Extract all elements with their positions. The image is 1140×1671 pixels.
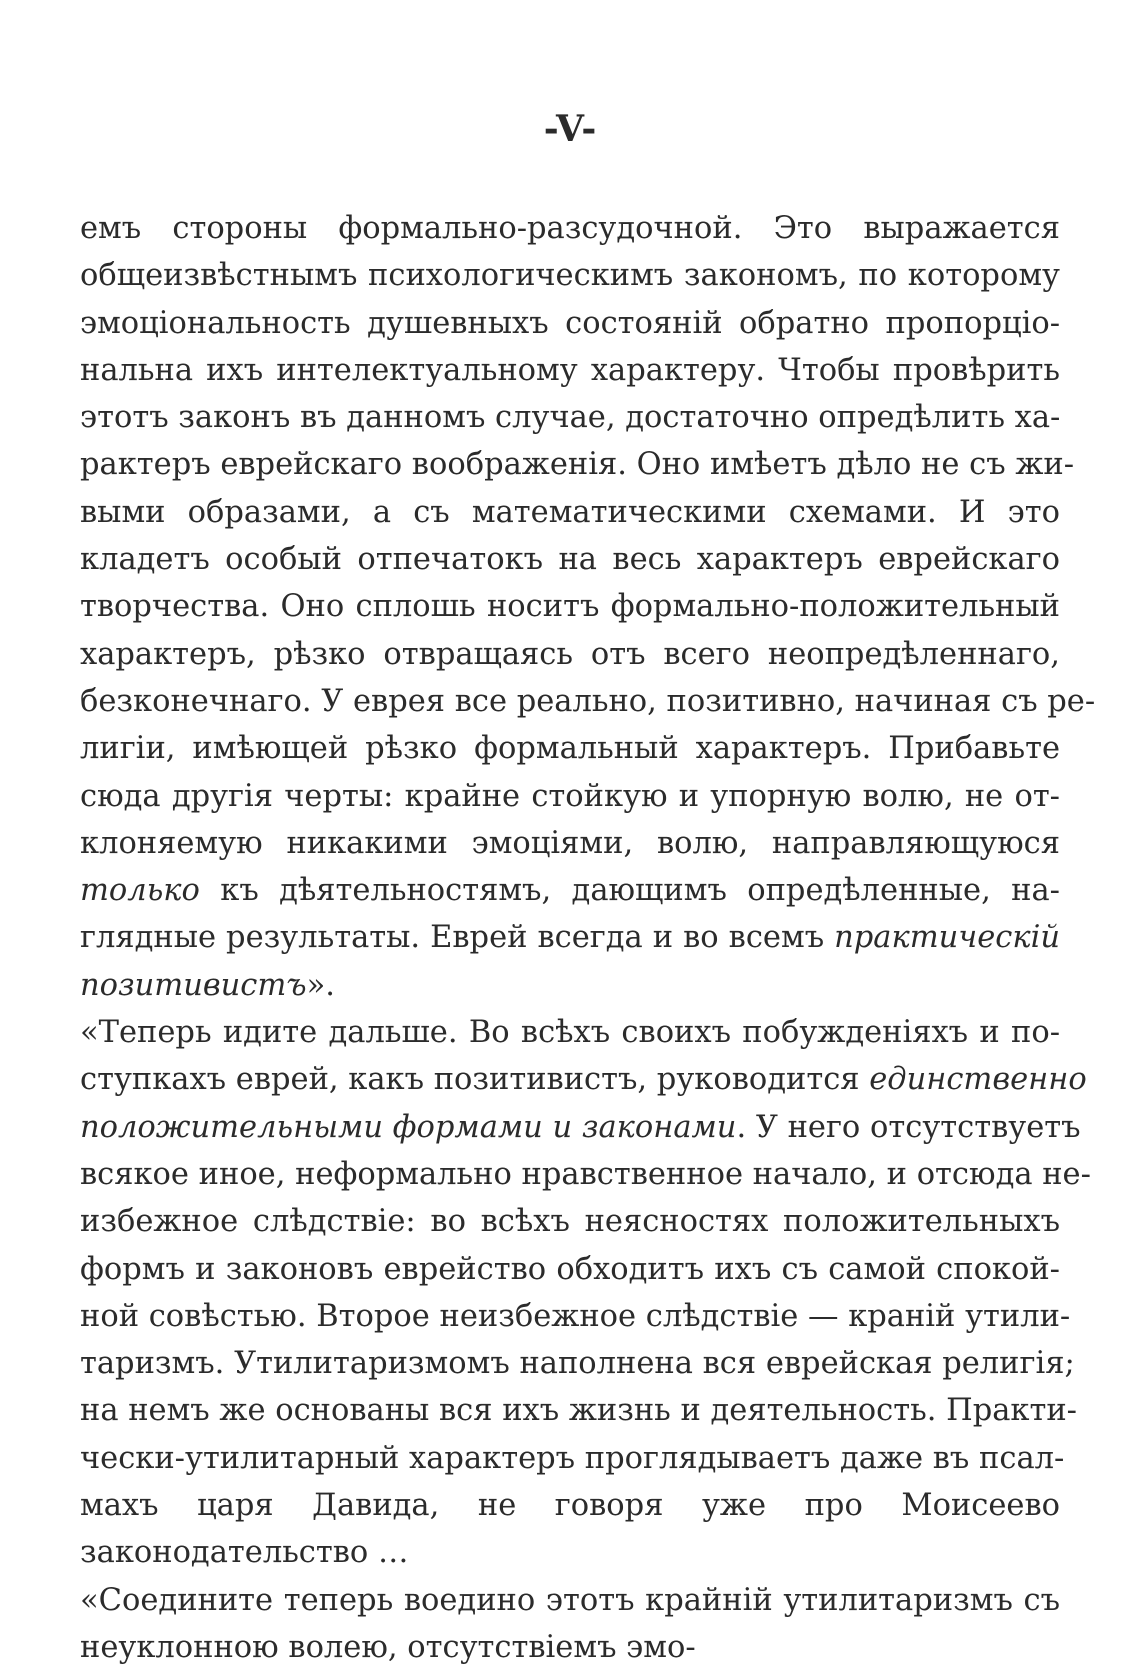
italic-text: позитивистъ [80,967,307,1003]
text-segment: безконечнаго. У еврея все реально, позитивно, начиная съ ре- [80,683,1096,719]
text-line [80,1340,1075,1387]
text-segment: выми образами, а съ математическими схемами. И это [80,494,1060,530]
text-line [80,914,1060,961]
text-segment: клоняемую никакими эмоціями, волю, направляющуюся [80,825,1060,861]
text-line [80,1104,1081,1151]
italic-text: единственно [869,1062,1087,1098]
text-line [80,347,1060,394]
text-segment: этотъ законъ въ данномъ случае, достаточно опредѣлить ха- [80,400,1061,436]
text-segment: формъ и законовъ еврейство обходитъ ихъ съ самой спокой- [80,1251,1060,1287]
text-line [80,489,1060,536]
text-line [80,205,1060,252]
text-line [80,725,1060,772]
text-segment: къ дѣятельностямъ, дающимъ опредѣленные, на- [199,873,1060,909]
text-segment: творчества. Оно сплошь носитъ формально-положительный [80,589,1060,625]
text-line [80,820,1060,867]
text-segment: избежное слѣдствіе: во всѣхъ неясностях положительныхъ [80,1204,1060,1240]
text-line [80,394,1060,441]
text-segment: сюда другія черты: крайне стойкую и упорную волю, не от- [80,778,1060,814]
text-segment: ной совѣстью. Второе неизбежное слѣдствіе — краній утили- [80,1298,1071,1334]
text-segment: ». [306,967,335,1003]
text-line [80,1482,1060,1529]
text-segment: лигіи, имѣющей рѣзко формальный характеръ. Прибавьте [80,731,1060,767]
text-line [80,1151,1091,1198]
text-segment: эмоціональность душевныхъ состояній обратно пропорціо- [80,305,1060,341]
text-segment: законодательство … [80,1535,409,1571]
text-segment: . У него отсутствуетъ [736,1109,1081,1145]
text-line [80,1387,1077,1434]
text-segment: общеизвѣстнымъ психологическимъ закономъ, по которому [80,258,1060,294]
text-segment: кладетъ особый отпечатокъ на весь характеръ еврейскаго [80,542,1060,578]
text-segment: ступкахъ еврей, какъ позитивистъ, руководится [80,1062,870,1098]
body-text [80,205,1096,1671]
text-segment: нальна ихъ интелектуальному характеру. Чтобы провѣрить [80,352,1060,388]
text-segment: неуклонною волею, отсутствіемъ эмо- [80,1629,696,1665]
text-segment: махъ царя Давида, не говоря уже про Моисеево [80,1488,1060,1524]
text-segment: рактеръ еврейскаго воображенія. Оно имѣетъ дѣло не съ жи- [80,447,1075,483]
text-line [80,1056,1087,1103]
italic-text: положительными формами и законами [80,1109,737,1145]
text-line [80,678,1096,725]
text-line [80,1246,1060,1293]
text-segment: «Теперь идите дальше. Во всѣхъ своихъ побужденіяхъ и по- [80,1015,1060,1051]
text-segment: на немъ же основаны вся ихъ жизнь и деятельность. Практи- [80,1393,1077,1429]
text-line [80,1624,1060,1671]
text-line [80,1577,1060,1624]
text-segment: таризмъ. Утилитаризмомъ наполнена вся еврейская религія; [80,1346,1075,1382]
italic-text: практическій [834,920,1060,956]
page-number: -V- [543,108,597,150]
text-line [80,631,1060,678]
text-line [80,1435,1065,1482]
text-line [80,583,1060,630]
text-line [80,441,1075,488]
text-segment: глядные результаты. Еврей всегда и во всемъ [80,920,835,956]
text-segment: «Соедините теперь воедино этотъ крайній утилитаризмъ съ [80,1582,1060,1618]
text-line [80,867,1060,914]
text-line [80,252,1060,299]
italic-text: только [80,873,200,909]
text-line [80,962,1060,1009]
text-line [80,536,1060,583]
text-segment: характеръ, рѣзко отвращаясь отъ всего неопредѣленнаго, [80,636,1060,672]
text-line [80,1529,1060,1576]
text-line [80,1198,1060,1245]
text-line [80,1009,1060,1056]
text-segment: чески-утилитарный характеръ проглядываетъ даже въ псал- [80,1440,1065,1476]
text-segment: всякое иное, неформально нравственное начало, и отсюда не- [80,1156,1091,1192]
text-line [80,773,1060,820]
text-line [80,1293,1071,1340]
text-segment: емъ стороны формально-разсудочной. Это выражается [80,211,1060,246]
text-line [80,300,1060,347]
